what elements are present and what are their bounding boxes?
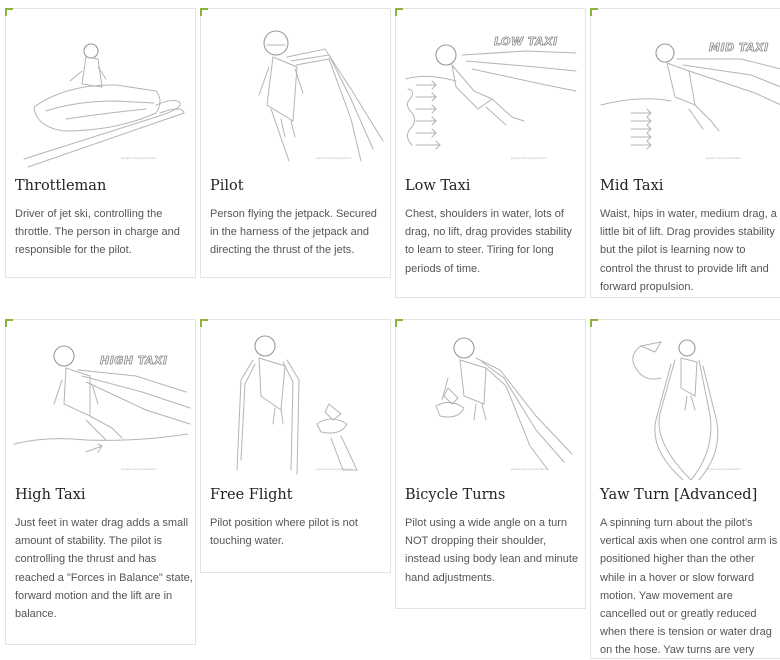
- card-description: Person flying the jetpack. Secured in the harness of the jetpack and directing the thrust of the jets.: [210, 208, 377, 257]
- card-throttleman[interactable]: [5, 8, 196, 278]
- svg-text:jetpack-coloring-illustration: jetpack-coloring-illustration: [316, 467, 352, 471]
- bicycle-turns-illustration[interactable]: [396, 320, 587, 480]
- card-free-flight[interactable]: [200, 319, 391, 573]
- illustration-label: LOW TAXI: [494, 35, 558, 48]
- card-bicycle-turns[interactable]: [395, 319, 586, 609]
- svg-text:jetpack-coloring-illustration: jetpack-coloring-illustration: [121, 467, 157, 471]
- card-description: Driver of jet ski, controlling the throttle. The person in charge and responsible for the pilot.: [15, 208, 180, 257]
- card-description: Just feet in water drag adds a small amount of stability. The pilot is controlling the thrust and has reached a "Forces in Balance" state, forward motion and the lift are in balance.: [15, 517, 193, 621]
- card-title: Pilot: [210, 178, 244, 194]
- jetpack-pilot-illustration[interactable]: [201, 9, 392, 169]
- card-title: Free Flight: [210, 487, 293, 503]
- card-title: Bicycle Turns: [405, 487, 506, 503]
- svg-text:jetpack-coloring-illustration: jetpack-coloring-illustration: [706, 467, 742, 471]
- card-title: Mid Taxi: [600, 178, 664, 194]
- low-taxi-illustration[interactable]: [396, 9, 587, 169]
- card-description: Chest, shoulders in water, lots of drag, no lift, drag provides stability to learn to steer. Tiring for long periods of time.: [405, 208, 572, 275]
- card-description: Pilot position where pilot is not touching water.: [210, 517, 358, 548]
- illustration-label: HIGH TAXI: [100, 354, 168, 367]
- card-description: A spinning turn about the pilot's vertical axis when one control arm is positioned higher than the other while in a hover or slow forward motion. Yaw movement are cancelled out or greatly reduced when there is tension or water drag on the hose. Yaw turns are very: [600, 517, 778, 657]
- yaw-turn-illustration[interactable]: [591, 320, 780, 480]
- svg-text:jetpack-coloring-illustration: jetpack-coloring-illustration: [121, 156, 157, 160]
- card-yaw-turn[interactable]: [590, 319, 780, 659]
- svg-text:jetpack-coloring-illustration: jetpack-coloring-illustration: [316, 156, 352, 160]
- jet-ski-driver-illustration[interactable]: [6, 9, 197, 169]
- svg-text:jetpack-coloring-illustration: jetpack-coloring-illustration: [511, 156, 547, 160]
- card-title: Low Taxi: [405, 178, 471, 194]
- svg-text:jetpack-coloring-illustration: jetpack-coloring-illustration: [706, 156, 742, 160]
- card-mid-taxi[interactable]: [590, 8, 780, 298]
- card-title: Yaw Turn [Advanced]: [600, 487, 758, 503]
- card-description: Pilot using a wide angle on a turn NOT dropping their shoulder, instead using body lean and minute hand adjustments.: [405, 517, 579, 584]
- high-taxi-illustration[interactable]: [6, 320, 197, 480]
- card-pilot[interactable]: [200, 8, 391, 278]
- illustration-label: MID TAXI: [709, 41, 769, 54]
- free-flight-illustration[interactable]: [201, 320, 392, 480]
- card-title: Throttleman: [15, 178, 107, 194]
- card-high-taxi[interactable]: [5, 319, 196, 645]
- card-description: Waist, hips in water, medium drag, a little bit of lift. Drag provides stability but the pilot is learning now to control the thrust to provide lift and forward propulsion.: [600, 208, 777, 293]
- svg-text:jetpack-coloring-illustration: jetpack-coloring-illustration: [511, 467, 547, 471]
- card-low-taxi[interactable]: [395, 8, 586, 298]
- card-title: High Taxi: [15, 487, 86, 503]
- mid-taxi-illustration[interactable]: [591, 9, 780, 169]
